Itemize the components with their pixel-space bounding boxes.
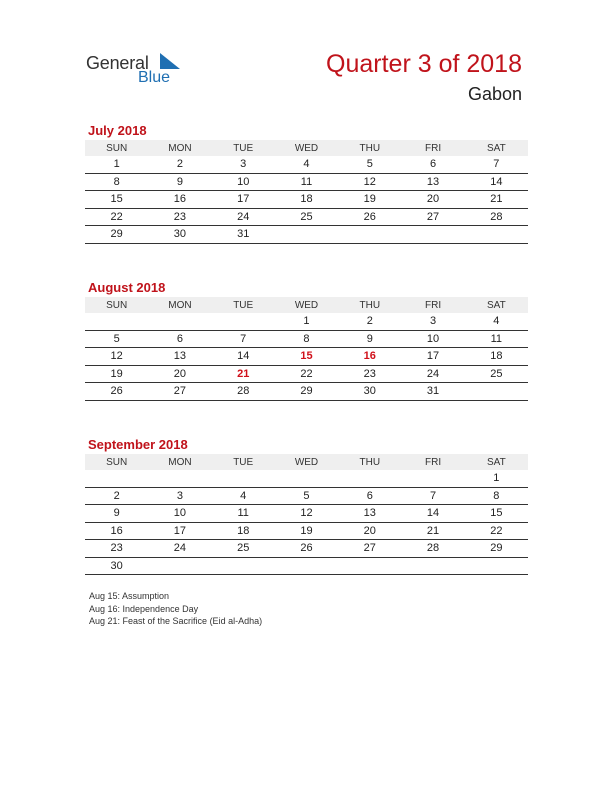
- month-grid: [85, 140, 528, 244]
- day-cell: [85, 470, 148, 487]
- weekday-header: SAT: [465, 140, 528, 156]
- weekday-header-row: [85, 454, 528, 470]
- day-cell: 27: [401, 208, 464, 226]
- generalblue-logo: [86, 50, 196, 90]
- weekday-header: MON: [148, 297, 211, 313]
- weekday-header: WED: [275, 140, 338, 156]
- day-cell: 7: [212, 330, 275, 348]
- logo-flag-icon: [160, 53, 180, 69]
- day-cell: 28: [401, 540, 464, 558]
- day-cell: 10: [401, 330, 464, 348]
- day-cell: 15: [275, 348, 338, 366]
- day-cell: 30: [338, 383, 401, 401]
- month-calendar: [85, 436, 528, 575]
- week-row: [85, 522, 528, 540]
- day-cell: 30: [85, 557, 148, 575]
- day-cell: 11: [275, 173, 338, 191]
- day-cell: 14: [401, 505, 464, 523]
- week-row: [85, 557, 528, 575]
- day-cell: 10: [212, 173, 275, 191]
- day-cell: 19: [85, 365, 148, 383]
- logo-blue-text: Blue: [138, 69, 171, 86]
- day-cell: 23: [338, 365, 401, 383]
- day-cell: 4: [212, 487, 275, 505]
- day-cell: 2: [338, 313, 401, 330]
- logo-general-text: General: [86, 53, 149, 73]
- day-cell: 17: [212, 191, 275, 209]
- page-title: Quarter 3 of 2018: [326, 50, 522, 78]
- week-row: [85, 470, 528, 487]
- week-row: [85, 505, 528, 523]
- day-cell: [85, 313, 148, 330]
- day-cell: 23: [85, 540, 148, 558]
- day-cell: 29: [465, 540, 528, 558]
- day-cell: 16: [85, 522, 148, 540]
- month-calendar: [85, 279, 528, 401]
- day-cell: 28: [212, 383, 275, 401]
- day-cell: [148, 557, 211, 575]
- day-cell: 21: [401, 522, 464, 540]
- day-cell: [212, 557, 275, 575]
- weekday-header: FRI: [401, 297, 464, 313]
- weekday-header: TUE: [212, 297, 275, 313]
- day-cell: [338, 470, 401, 487]
- day-cell: 26: [85, 383, 148, 401]
- weekday-header: SUN: [85, 297, 148, 313]
- weekday-header: TUE: [212, 454, 275, 470]
- day-cell: 27: [338, 540, 401, 558]
- day-cell: 29: [275, 383, 338, 401]
- weekday-header: FRI: [401, 140, 464, 156]
- day-cell: 18: [212, 522, 275, 540]
- day-cell: 20: [401, 191, 464, 209]
- day-cell: [275, 226, 338, 244]
- month-calendar: [85, 122, 528, 244]
- week-row: [85, 173, 528, 191]
- weekday-header: WED: [275, 454, 338, 470]
- country-name: Gabon: [467, 84, 522, 104]
- day-cell: 18: [465, 348, 528, 366]
- weekday-header: THU: [338, 297, 401, 313]
- month-grid: [85, 297, 528, 401]
- week-row: [85, 313, 528, 330]
- day-cell: 12: [338, 173, 401, 191]
- holiday-note: Aug 15: Assumption: [89, 591, 170, 601]
- weekday-header: MON: [148, 140, 211, 156]
- day-cell: 17: [148, 522, 211, 540]
- day-cell: 16: [148, 191, 211, 209]
- day-cell: 12: [275, 505, 338, 523]
- week-row: [85, 208, 528, 226]
- day-cell: 8: [85, 173, 148, 191]
- holiday-notes: [89, 590, 262, 628]
- weekday-header: SUN: [85, 140, 148, 156]
- day-cell: 27: [148, 383, 211, 401]
- day-cell: 13: [148, 348, 211, 366]
- weekday-header: WED: [275, 297, 338, 313]
- day-cell: 30: [148, 226, 211, 244]
- day-cell: 22: [85, 208, 148, 226]
- day-cell: [401, 557, 464, 575]
- day-cell: 3: [148, 487, 211, 505]
- day-cell: 2: [148, 156, 211, 173]
- day-cell: 6: [148, 330, 211, 348]
- day-cell: 17: [401, 348, 464, 366]
- day-cell: 6: [338, 487, 401, 505]
- day-cell: 16: [338, 348, 401, 366]
- weekday-header: MON: [148, 454, 211, 470]
- day-cell: [338, 557, 401, 575]
- day-cell: 9: [338, 330, 401, 348]
- month-title: September 2018: [88, 437, 188, 452]
- week-row: [85, 540, 528, 558]
- day-cell: 29: [85, 226, 148, 244]
- day-cell: 5: [85, 330, 148, 348]
- day-cell: 21: [212, 365, 275, 383]
- week-row: [85, 226, 528, 244]
- weekday-header: SUN: [85, 454, 148, 470]
- day-cell: [401, 470, 464, 487]
- day-cell: 8: [465, 487, 528, 505]
- day-cell: 2: [85, 487, 148, 505]
- day-cell: 31: [401, 383, 464, 401]
- week-row: [85, 365, 528, 383]
- holiday-note: Aug 16: Independence Day: [89, 603, 199, 614]
- day-cell: 18: [275, 191, 338, 209]
- week-row: [85, 383, 528, 401]
- weekday-header: SAT: [465, 297, 528, 313]
- day-cell: [465, 557, 528, 575]
- day-cell: 4: [465, 313, 528, 330]
- day-cell: 1: [275, 313, 338, 330]
- day-cell: 1: [85, 156, 148, 173]
- day-cell: 13: [338, 505, 401, 523]
- day-cell: 1: [465, 470, 528, 487]
- day-cell: [275, 470, 338, 487]
- day-cell: 26: [338, 208, 401, 226]
- weekday-header: FRI: [401, 454, 464, 470]
- month-title: August 2018: [88, 280, 166, 295]
- weekday-header: THU: [338, 140, 401, 156]
- day-cell: 22: [275, 365, 338, 383]
- week-row: [85, 487, 528, 505]
- day-cell: 7: [465, 156, 528, 173]
- weekday-header: TUE: [212, 140, 275, 156]
- day-cell: 21: [465, 191, 528, 209]
- day-cell: [148, 313, 211, 330]
- week-row: [85, 330, 528, 348]
- day-cell: [212, 313, 275, 330]
- day-cell: 15: [85, 191, 148, 209]
- day-cell: 11: [465, 330, 528, 348]
- day-cell: [465, 226, 528, 244]
- day-cell: [212, 470, 275, 487]
- day-cell: 26: [275, 540, 338, 558]
- day-cell: [148, 470, 211, 487]
- day-cell: 25: [212, 540, 275, 558]
- day-cell: 24: [212, 208, 275, 226]
- day-cell: 20: [338, 522, 401, 540]
- day-cell: 19: [338, 191, 401, 209]
- week-row: [85, 156, 528, 173]
- weekday-header-row: [85, 297, 528, 313]
- day-cell: 4: [275, 156, 338, 173]
- day-cell: 9: [148, 173, 211, 191]
- day-cell: 31: [212, 226, 275, 244]
- weekday-header-row: [85, 140, 528, 156]
- day-cell: 24: [401, 365, 464, 383]
- day-cell: 8: [275, 330, 338, 348]
- day-cell: 14: [465, 173, 528, 191]
- week-row: [85, 348, 528, 366]
- day-cell: 3: [401, 313, 464, 330]
- day-cell: [465, 383, 528, 401]
- day-cell: 25: [465, 365, 528, 383]
- week-row: [85, 191, 528, 209]
- day-cell: 11: [212, 505, 275, 523]
- day-cell: 6: [401, 156, 464, 173]
- weekday-header: SAT: [465, 454, 528, 470]
- day-cell: [338, 226, 401, 244]
- day-cell: 5: [275, 487, 338, 505]
- weekday-header: THU: [338, 454, 401, 470]
- day-cell: 28: [465, 208, 528, 226]
- day-cell: 22: [465, 522, 528, 540]
- day-cell: 3: [212, 156, 275, 173]
- day-cell: 12: [85, 348, 148, 366]
- day-cell: 23: [148, 208, 211, 226]
- month-grid: [85, 454, 528, 575]
- day-cell: 7: [401, 487, 464, 505]
- day-cell: [275, 557, 338, 575]
- day-cell: 14: [212, 348, 275, 366]
- day-cell: 20: [148, 365, 211, 383]
- month-title: July 2018: [88, 123, 147, 138]
- day-cell: 5: [338, 156, 401, 173]
- day-cell: 19: [275, 522, 338, 540]
- day-cell: [401, 226, 464, 244]
- day-cell: 10: [148, 505, 211, 523]
- day-cell: 13: [401, 173, 464, 191]
- holiday-note: Aug 21: Feast of the Sacrifice (Eid al-Adha): [89, 616, 263, 626]
- day-cell: 15: [465, 505, 528, 523]
- day-cell: 9: [85, 505, 148, 523]
- day-cell: 25: [275, 208, 338, 226]
- day-cell: 24: [148, 540, 211, 558]
